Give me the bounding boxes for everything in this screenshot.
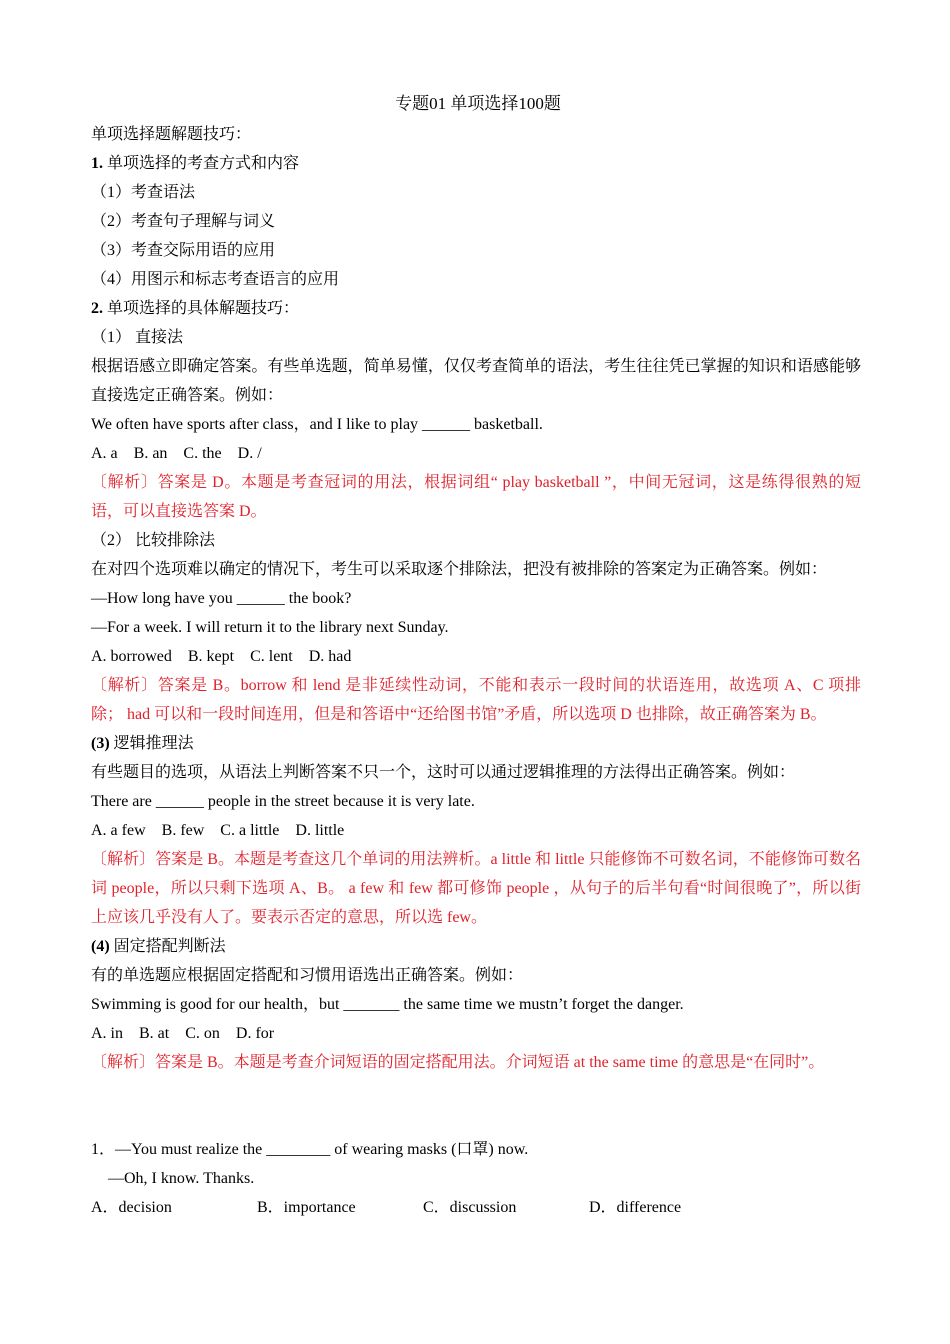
- question-1-stem: 1．—You must realize the ________ of wearing masks (口罩) now.: [91, 1141, 529, 1158]
- method-2-example-line-2: —For a week. I will return it to the library next Sunday.: [91, 619, 449, 636]
- question-1-option-b[interactable]: B．importance: [257, 1199, 356, 1216]
- method-4-description: 有的单选题应根据固定搭配和习惯用语选出正确答案。例如：: [91, 967, 524, 984]
- method-4-example: Swimming is good for our health，but _______ the same time we mustn’t forget the danger.: [91, 996, 684, 1013]
- method-3-options: A. a few B. few C. a little D. little: [91, 822, 345, 839]
- section-1-heading: [91, 149, 861, 178]
- method-3-heading: [91, 729, 861, 758]
- method-4-options: A. in B. at C. on D. for: [91, 1025, 275, 1042]
- method-2-options: A. borrowed B. kept C. lent D. had: [91, 648, 352, 665]
- method-4-heading: [91, 932, 861, 961]
- method-1-options: A. a B. an C. the D. /: [91, 445, 262, 462]
- method-3-title: 逻辑推理法: [113, 735, 194, 752]
- method-3-description: 有些题目的选项，从语法上判断答案不只一个，这时可以通过逻辑推理的方法得出正确答案。例如：: [91, 764, 796, 781]
- method-1-example: We often have sports after class，and I like to play ______ basketball.: [91, 416, 543, 433]
- method-3-number: (3): [91, 735, 110, 752]
- method-4-analysis: 〔解析〕答案是 B。本题是考查介词短语的固定搭配用法。介词短语 at the same time 的意思是“在同时”。: [91, 1054, 825, 1071]
- section-1-item: （3）考查交际用语的应用: [91, 242, 276, 259]
- section-1-item: （1）考查语法: [91, 184, 196, 201]
- question-1-option-d[interactable]: D．difference: [589, 1199, 682, 1216]
- method-1-description: 根据语感立即确定答案。有些单选题，简单易懂，仅仅考查简单的语法，考生往往凭已掌握的知识和语感能够直接选定正确答案。例如：: [91, 358, 861, 404]
- method-4-title: 固定搭配判断法: [113, 938, 226, 955]
- section-1-number: 1.: [91, 155, 103, 172]
- section-2-heading: [91, 294, 861, 323]
- question-1-option-a[interactable]: A．decision: [91, 1199, 172, 1216]
- section-1-item: （2）考查句子理解与词义: [91, 213, 276, 230]
- document-page: [91, 88, 861, 1222]
- section-1-item: （4）用图示和标志考查语言的应用: [91, 271, 340, 288]
- method-2-example-line-1: —How long have you ______ the book?: [91, 590, 352, 607]
- intro-text: 单项选择题解题技巧：: [91, 126, 252, 143]
- method-2-heading: （2） 比较排除法: [91, 532, 216, 549]
- method-2-analysis: 〔解析〕答案是 B。borrow 和 lend 是非延续性动词，不能和表示一段时间的状语连用，故选项 A、C 项排除； had 可以和一段时间连用，但是和答语中“还给图书馆”矛盾，所以选项 D 也排除，故正确答案为 B。: [91, 677, 861, 723]
- section-2-title: 单项选择的具体解题技巧：: [107, 300, 300, 317]
- method-3-analysis: 〔解析〕答案是 B。本题是考查这几个单词的用法辨析。a little 和 little 只能修饰不可数名词，不能修饰可数名词 people，所以只剩下选项 A、B。 a few 和 few 都可修饰 people ，从句子的后半句看“时间很晚了”，所以街上应该几乎没有人了。要表示否定的意思，所以选 few。: [91, 851, 861, 926]
- method-4-number: (4): [91, 938, 110, 955]
- page-title: 专题01 单项选择100题: [395, 94, 561, 113]
- method-1-analysis: 〔解析〕答案是 D。本题是考查冠词的用法，根据词组“ play basketball ”，中间无冠词，这是练得很熟的短语，可以直接选答案 D。: [91, 474, 861, 520]
- method-3-example: There are ______ people in the street because it is very late.: [91, 793, 475, 810]
- method-2-description: 在对四个选项难以确定的情况下，考生可以采取逐个排除法，把没有被排除的答案定为正确答案。例如：: [91, 561, 828, 578]
- method-1-heading: （1） 直接法: [91, 329, 184, 346]
- section-spacer: [91, 1077, 861, 1135]
- section-2-number: 2.: [91, 300, 103, 317]
- question-1-options: [91, 1193, 861, 1222]
- section-1-title: 单项选择的考查方式和内容: [107, 155, 300, 172]
- question-1-response: —Oh, I know. Thanks.: [108, 1170, 255, 1187]
- question-1-option-c[interactable]: C．discussion: [423, 1199, 517, 1216]
